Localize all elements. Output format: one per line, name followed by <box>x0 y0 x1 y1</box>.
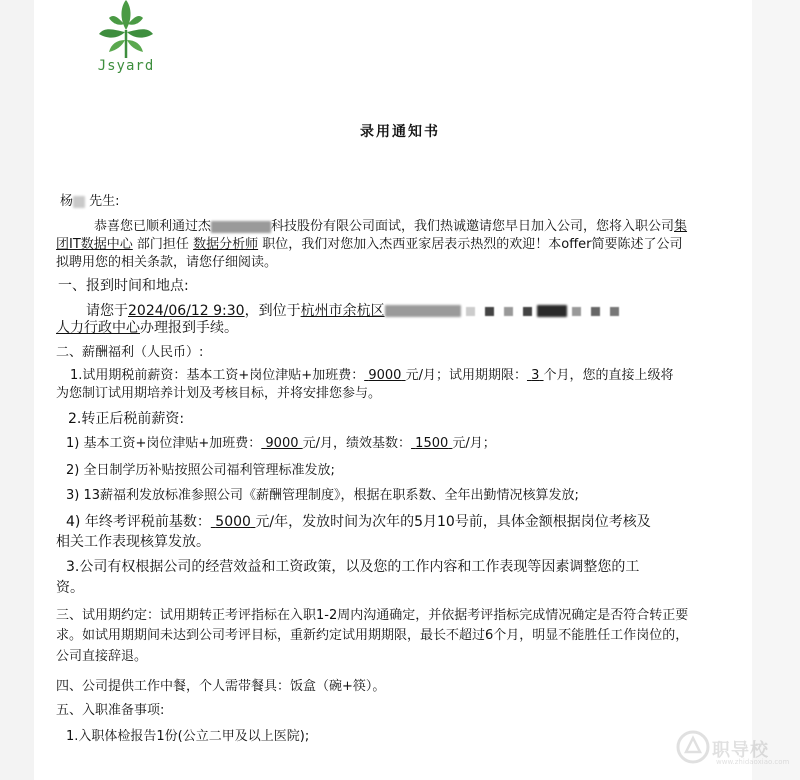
company-logo <box>86 0 166 78</box>
section-5-item-1: 1.入职体检报告1份(公立二甲及以上医院); <box>66 729 310 744</box>
section-1-line-2: 人力行政中心办理报到手续。 <box>56 320 238 336</box>
candidate-name: 杨 <box>60 194 74 209</box>
redacted-address <box>385 305 461 317</box>
position-title: 数据分析师 <box>193 237 259 252</box>
section-2-item-3: 3.公司有权根据公司的经营效益和工资政策，以及您的工作内容和工作表现等因素调整您的工 <box>66 559 640 575</box>
page-edge-left <box>0 0 34 780</box>
section-3-line-2: 求。如试用期期间未达到公司考评目标，重新约定试用期期限，最长不超过6个月，明显不能胜任工作岗位的， <box>56 628 689 643</box>
watermark-url: www.zhidaoxiao.com <box>716 758 790 766</box>
section-2-item-3-cont: 资。 <box>56 580 84 596</box>
report-date: 2024/06/12 9:30 <box>128 303 245 319</box>
section-3-line-1: 三、试用期约定：试用期转正考评指标在入职1-2周内沟通确定，并依据考评指标完成情况确定是否符合转正要 <box>56 608 689 623</box>
watermark-text: 职导校 <box>712 740 769 761</box>
section-2-sub-4-cont: 相关工作表现核算发放。 <box>56 534 210 550</box>
performance-base: 1500 <box>415 436 449 451</box>
salutation-suffix: 先生: <box>89 194 120 209</box>
section-4-line: 四、公司提供工作中餐，个人需带餐具：饭盒（碗+筷）。 <box>56 679 386 694</box>
watermark <box>676 730 796 770</box>
hr-center: 人力行政中心 <box>56 320 140 336</box>
section-2-sub-2: 2) 全日制学历补贴按照公司福利管理标准发放; <box>66 463 335 478</box>
section-1-line-1: 请您于2024/06/12 9:30，到位于杭州市余杭区 <box>86 302 624 320</box>
redacted-name <box>73 196 85 208</box>
section-2-sub-1: 1) 基本工资+岗位津贴+加班费： 9000 元/月，绩效基数： 1500 元/月； <box>66 436 496 451</box>
redacted-company <box>211 221 271 233</box>
section-2-sub-4: 4) 年终考评税前基数： 5000 元/年，发放时间为次年的5月10号前，具体金额根据岗位考核及 <box>66 514 651 530</box>
document-title: 录用通知书 <box>360 124 440 140</box>
intro-line-3: 拟聘用您的相关条款，请您仔细阅读。 <box>56 255 278 270</box>
department: 集 <box>674 219 688 234</box>
section-1-heading: 一、报到时间和地点: <box>58 278 189 294</box>
section-2-sub-3: 3) 13薪福利发放标准参照公司《薪酬管理制度》，根据在职系数、全年出勤情况核算发放; <box>66 488 579 503</box>
section-2-heading: 二、薪酬福利（人民币）: <box>56 345 204 360</box>
logo-wordmark: Jsyard <box>97 58 155 74</box>
department-cont: 团IT数据中心 <box>56 237 133 252</box>
page-edge-right <box>752 0 800 780</box>
leaf-logo-icon <box>91 0 161 60</box>
report-place: 杭州市余杭区 <box>300 303 385 319</box>
section-2-item-1-cont: 为您制订试用期培养计划及考核目标，并将安排您参与。 <box>56 386 382 401</box>
salutation <box>60 193 120 211</box>
watermark-logo-icon <box>676 730 710 764</box>
intro-line-1: 恭喜您已顺利通过杰 科技股份有限公司面试，我们热诚邀请您早日加入公司，您将入职公司集 <box>94 219 688 234</box>
section-2-item-2: 2.转正后税前薪资: <box>68 411 185 427</box>
trial-salary: 9000 <box>368 368 402 383</box>
year-end-base: 5000 <box>215 514 251 530</box>
base-salary: 9000 <box>265 436 299 451</box>
trial-months: 3 <box>531 368 540 383</box>
section-3-line-3: 公司直接辞退。 <box>56 649 148 664</box>
section-2-item-1: 1.试用期税前薪资：基本工资+岗位津贴+加班费： 9000 元/月；试用期期限： 3 个月，您的直接上级将 <box>70 368 674 383</box>
intro-line-2: 团IT数据中心 部门担任 数据分析师 职位，我们对您加入杰西亚家居表示热烈的欢迎！本offer简要陈述了公司 <box>56 237 683 252</box>
section-5-heading: 五、入职准备事项: <box>56 703 165 718</box>
